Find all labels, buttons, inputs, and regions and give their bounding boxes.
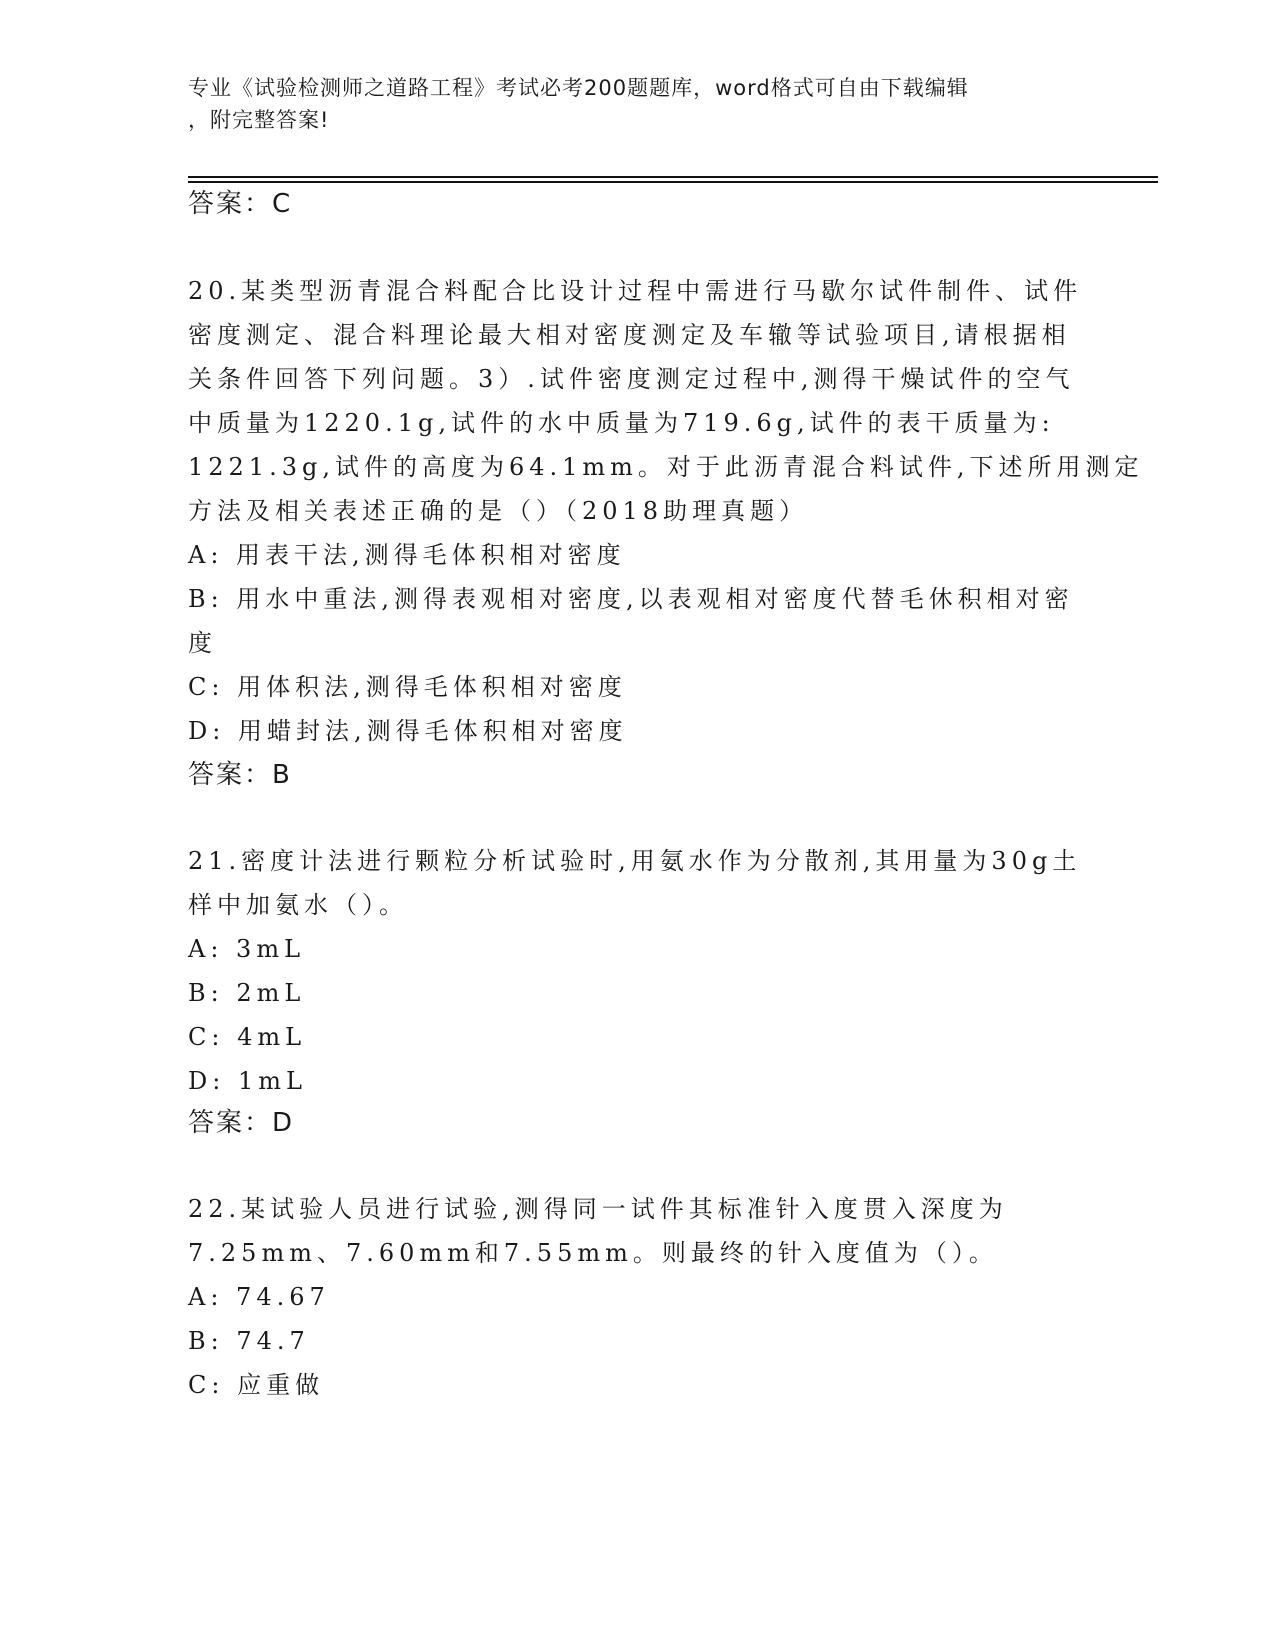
q20-option-b-line-1: B: 用水中重法,测得表观相对密度,以表观相对密度代替毛休积相对密	[188, 585, 1074, 613]
q21-stem-line-2: 样中加氨水（）。	[188, 891, 408, 919]
answer-previous: 答案：C	[188, 189, 293, 219]
q20-stem-line-5: 1221.3g,试件的高度为64.1mm。对于此沥青混合料试件,下述所用测定	[188, 453, 1144, 481]
q22-option-c: C: 应重做	[188, 1371, 325, 1399]
q22-stem-line-1: 22.某试验人员进行试验,测得同一试件其标准针入度贯入深度为	[188, 1195, 1008, 1223]
q20-option-c: C: 用体积法,测得毛体积相对密度	[188, 673, 627, 701]
q21-option-d: D: 1mL	[188, 1067, 307, 1095]
header-rule-bottom	[188, 181, 1158, 183]
q21-option-c: C: 4mL	[188, 1023, 307, 1051]
q22-option-b: B: 74.7	[188, 1327, 310, 1355]
q20-option-b-line-2: 度	[188, 629, 217, 657]
q21-stem-line-1: 21.密度计法进行颗粒分析试验时,用氨水作为分散剂,其用量为30g土	[188, 847, 1082, 875]
q22-option-a: A: 74.67	[188, 1283, 330, 1311]
q20-stem-line-1: 20.某类型沥青混合料配合比设计过程中需进行马歇尔试件制件、试件	[188, 277, 1083, 305]
document-header	[188, 72, 1088, 136]
q20-stem-line-6: 方法及相关表述正确的是（）（2018助理真题）	[188, 497, 809, 525]
q21-answer: 答案：D	[188, 1108, 295, 1138]
q22-stem-line-2: 7.25mm、7.60mm和7.55mm。则最终的针入度值为（）。	[188, 1239, 998, 1267]
q20-answer: 答案：B	[188, 760, 292, 790]
header-rule-top	[188, 176, 1158, 178]
header-line-1: 专业《试验检测师之道路工程》考试必考200题题库，word格式可自由下载编辑	[188, 76, 969, 100]
q21-option-b: B: 2mL	[188, 979, 306, 1007]
q21-option-a: A: 3mL	[188, 935, 306, 963]
q20-stem-line-2: 密度测定、混合料理论最大相对密度测定及车辙等试验项目,请根据相	[188, 321, 1071, 349]
header-line-2: ，附完整答案!	[188, 108, 330, 132]
q20-option-d: D: 用蜡封法,测得毛体积相对密度	[188, 717, 628, 745]
q20-option-a: A: 用表干法,测得毛体积相对密度	[188, 541, 626, 569]
q20-stem-line-3: 关条件回答下列问题。3）.试件密度测定过程中,测得干燥试件的空气	[188, 365, 1075, 393]
q20-stem-line-4: 中质量为1220.1g,试件的水中质量为719.6g,试件的表干质量为:	[188, 409, 1055, 437]
